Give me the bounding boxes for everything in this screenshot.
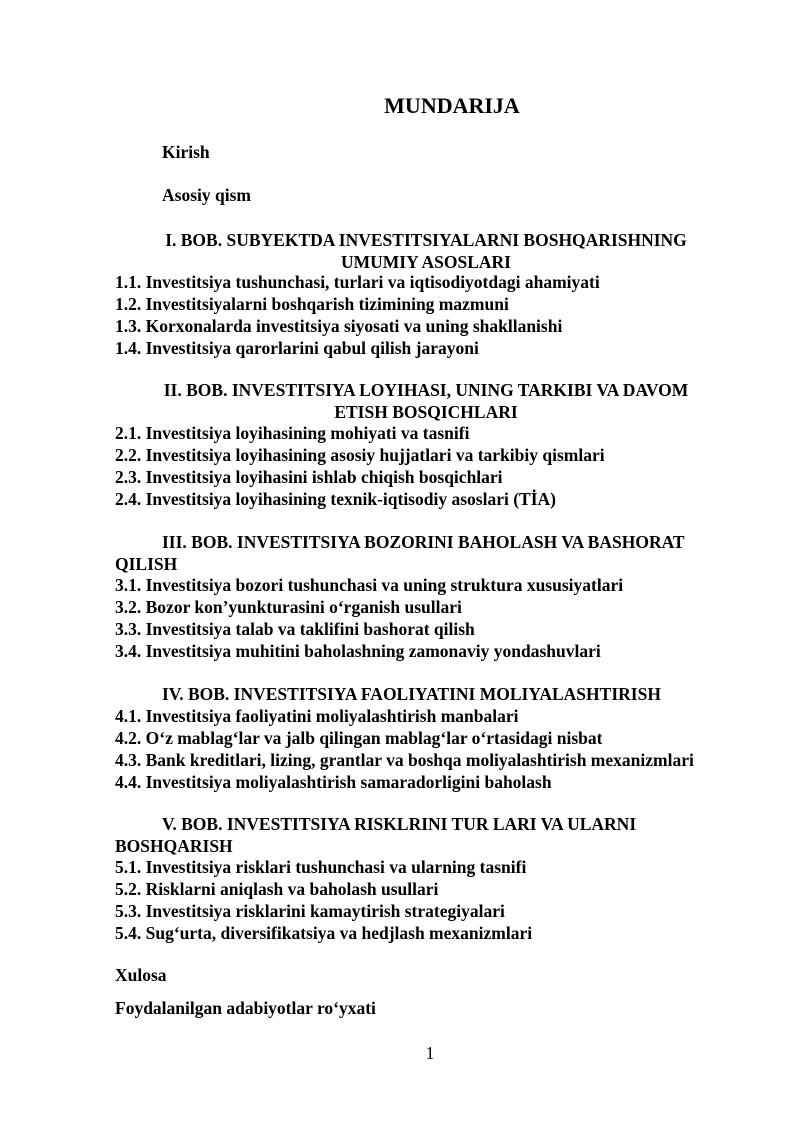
chapter-5-heading-line2: BOSHQARISH bbox=[115, 836, 233, 856]
toc-bibliography: Foydalanilgan adabiyotlar ro‘yxati bbox=[115, 998, 376, 1018]
toc-item-3-4: 3.4. Investitsiya muhitini baholashning zamonaviy yondashuvlari bbox=[115, 641, 601, 661]
chapter-5-heading bbox=[115, 813, 740, 857]
toc-item-1-4: 1.4. Investitsiya qarorlarini qabul qilish jarayoni bbox=[115, 338, 479, 358]
toc-intro: Kirish bbox=[162, 142, 210, 162]
chapter-3-heading bbox=[115, 531, 740, 575]
chapter-3-heading-line1: III. BOB. INVESTITSIYA BOZORINI BAHOLASH VA BASHORAT bbox=[162, 532, 685, 552]
toc-item-5-3: 5.3. Investitsiya risklarini kamaytirish strategiyalari bbox=[115, 901, 505, 921]
toc-item-1-2: 1.2. Investitsiyalarni boshqarish tizimining mazmuni bbox=[115, 294, 509, 314]
toc-item-2-1: 2.1. Investitsiya loyihasining mohiyati va tasnifi bbox=[115, 423, 470, 443]
toc-item-2-3: 2.3. Investitsiya loyihasini ishlab chiqish bosqichlari bbox=[115, 467, 503, 487]
toc-conclusion: Xulosa bbox=[115, 965, 167, 985]
toc-item-2-2: 2.2. Investitsiya loyihasining asosiy hujjatlari va tarkibiy qismlari bbox=[115, 445, 605, 465]
chapter-1-heading-line1: I. BOB. SUBYEKTDA INVESTITSIYALARNI BOSHQARISHNING bbox=[165, 230, 687, 250]
toc-item-3-2: 3.2. Bozor kon’yunkturasini o‘rganish usullari bbox=[115, 597, 462, 617]
chapter-2-heading bbox=[115, 379, 737, 423]
toc-item-5-2: 5.2. Risklarni aniqlash va baholash usullari bbox=[115, 879, 439, 899]
chapter-2-heading-line2: ETISH BOSQICHLARI bbox=[334, 402, 518, 422]
page-number: 1 bbox=[425, 1043, 435, 1063]
toc-item-3-3: 3.3. Investitsiya talab va taklifini bashorat qilish bbox=[115, 619, 475, 639]
page-title: MUNDARIJA bbox=[384, 93, 520, 118]
toc-item-5-4: 5.4. Sug‘urta, diversifikatsiya va hedjlash mexanizmlari bbox=[115, 923, 533, 943]
chapter-2-heading-line1: II. BOB. INVESTITSIYA LOYIHASI, UNING TARKIBI VA DAVOM bbox=[163, 380, 689, 400]
chapter-1-heading-line2: UMUMIY ASOSLARI bbox=[341, 252, 511, 272]
toc-main-part: Asosiy qism bbox=[162, 185, 251, 205]
toc-item-1-3: 1.3. Korxonalarda investitsiya siyosati va uning shakllanishi bbox=[115, 316, 563, 336]
chapter-1-heading bbox=[115, 229, 737, 273]
chapter-4-heading: IV. BOB. INVESTITSIYA FAOLIYATINI MOLIYALASHTIRISH bbox=[162, 684, 661, 704]
toc-item-4-3: 4.3. Bank kreditlari, lizing, grantlar va boshqa moliyalashtirish mexanizmlari bbox=[115, 750, 694, 770]
toc-item-4-1: 4.1. Investitsiya faoliyatini moliyalashtirish manbalari bbox=[115, 706, 519, 726]
chapter-5-heading-line1: V. BOB. INVESTITSIYA RISKLRINI TUR LARI VA ULARNI bbox=[162, 814, 637, 834]
chapter-3-heading-line2: QILISH bbox=[115, 554, 178, 574]
toc-item-1-1: 1.1. Investitsiya tushunchasi, turlari va iqtisodiyotdagi ahamiyati bbox=[115, 272, 600, 292]
toc-item-2-4: 2.4. Investitsiya loyihasining texnik-iqtisodiy asoslari (TİA) bbox=[115, 489, 556, 509]
toc-item-4-4: 4.4. Investitsiya moliyalashtirish samaradorligini baholash bbox=[115, 772, 552, 792]
toc-item-3-1: 3.1. Investitsiya bozori tushunchasi va uning struktura xususiyatlari bbox=[115, 575, 624, 595]
toc-item-4-2: 4.2. O‘z mablag‘lar va jalb qilingan mablag‘lar o‘rtasidagi nisbat bbox=[115, 728, 603, 748]
toc-item-5-1: 5.1. Investitsiya risklari tushunchasi va ularning tasnifi bbox=[115, 857, 527, 877]
